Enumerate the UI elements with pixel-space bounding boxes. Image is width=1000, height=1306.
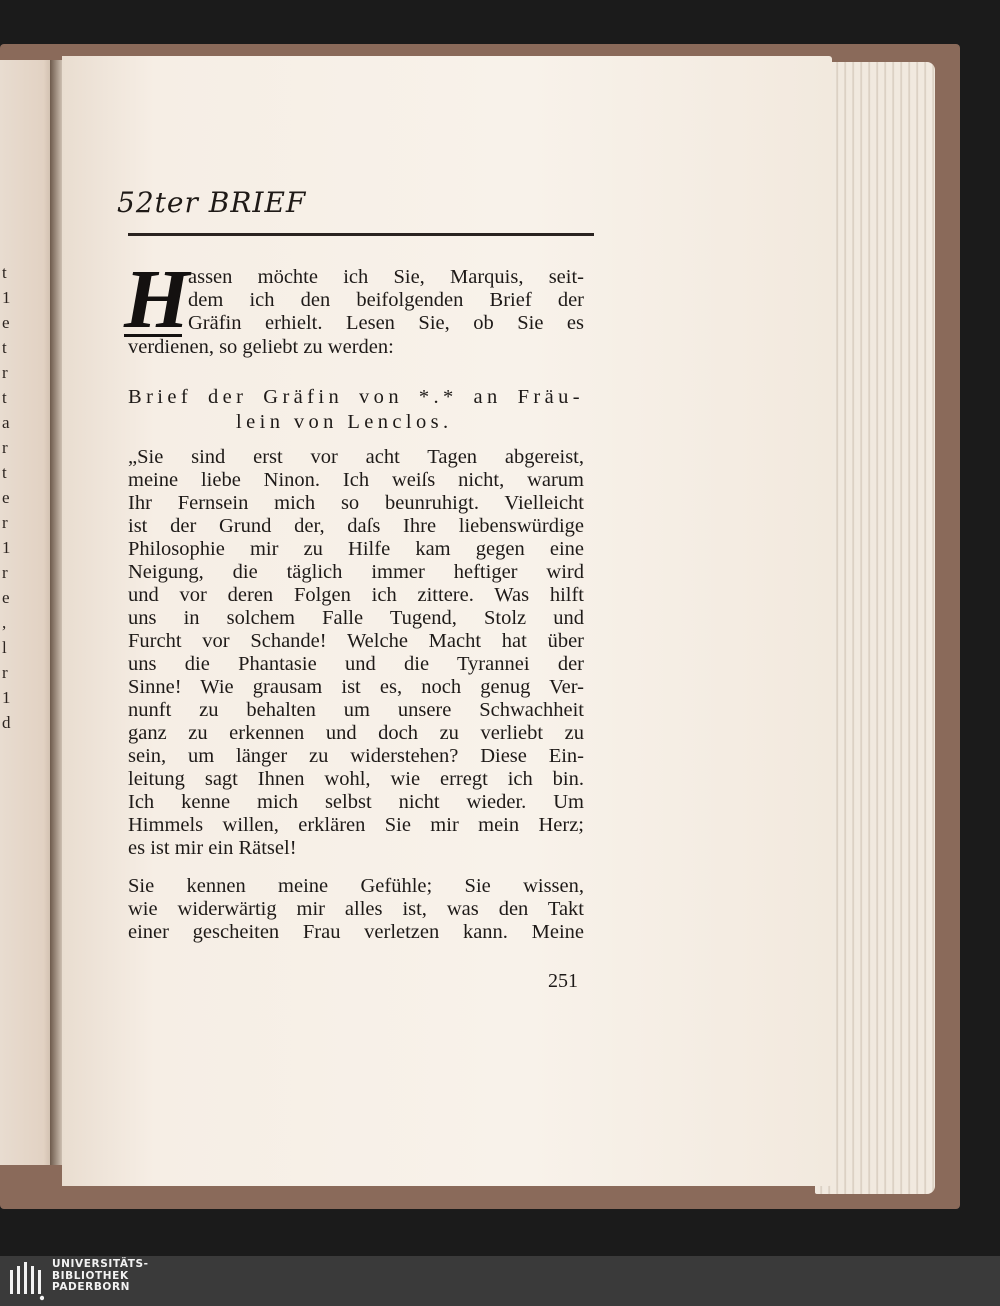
text-line: und vor deren Folgen ich zittere. Was hilft [128,584,584,606]
left-page-fragment: t [2,263,7,282]
inner-title-line-2: lein von Lenclos. [236,411,453,433]
text-line: Himmels willen, erklären Sie mir mein Herz; [128,814,584,836]
text-line: sein, um länger zu widerstehen? Diese Ein- [128,745,584,767]
left-page-fragment: 1 [2,288,11,307]
text-line: Philosophie mir zu Hilfe kam gegen eine [128,538,584,560]
inner-title-2 [236,411,496,434]
paragraph-2 [128,875,584,944]
text-line: ist der Grund der, daſs Ihre liebenswürdige [128,515,584,537]
left-page-fragment: r [2,363,8,382]
text-line: uns die Phantasie und die Tyrannei der [128,653,584,675]
library-line-1: UNIVERSITÄTS- [52,1258,149,1270]
left-page-fragment: r [2,563,8,582]
text-line: ganz zu erkennen und doch zu verliebt zu [128,722,584,744]
text-line: Sinne! Wie grausam ist es, noch genug Ver- [128,676,584,698]
library-name [52,1259,149,1294]
library-line-2: BIBLIOTHEK [52,1269,129,1282]
left-page-fragment: t [2,463,7,482]
page-number: 251 [548,970,578,992]
inner-title [128,386,584,409]
left-page-fragment: e [2,488,10,507]
left-page-fragment: 1 [2,538,11,557]
left-page-fragment: r [2,663,8,682]
text-line: Gräfin erhielt. Lesen Sie, ob Sie es [188,312,584,334]
page-edges [815,62,935,1194]
text-line: leitung sagt Ihnen wohl, wie erregt ich bin. [128,768,584,790]
text-line: einer gescheiten Frau verletzen kann. Meine [128,921,584,943]
opening-last-line [128,336,584,359]
text-line: Furcht vor Schande! Welche Macht hat über [128,630,584,652]
text-line: nunft zu behalten um unsere Schwachheit [128,699,584,721]
paragraph-1 [128,446,584,860]
left-page-fragment: r [2,438,8,457]
inner-title-line-1: Brief der Gräfin von *.* an Fräu- [128,386,584,408]
text-line: verdienen, so geliebt zu werden: [128,336,394,358]
text-line: uns in solchem Falle Tugend, Stolz und [128,607,584,629]
letter-heading: 52ter BRIEF [117,186,307,219]
left-page-fragment: e [2,588,10,607]
library-logo-icon [8,1262,44,1302]
left-page-fragment: t [2,388,7,407]
heading-rule [128,233,594,236]
library-line-3: PADERBORN [52,1281,131,1293]
text-line: Ich kenne mich selbst nicht wieder. Um [128,791,584,813]
text-line: meine liebe Ninon. Ich weiſs nicht, warum [128,469,584,491]
text-line: Sie kennen meine Gefühle; Sie wissen, [128,875,584,897]
library-footer [0,1256,1000,1306]
text-line: wie widerwärtig mir alles ist, was den Takt [128,898,584,920]
left-page-fragment: , [2,613,7,632]
text-line: es ist mir ein Rätsel! [128,837,297,859]
text-line: „Sie sind erst vor acht Tagen abgereist, [128,446,584,468]
left-page-fragment: t [2,338,7,357]
left-page-fragment: r [2,513,8,532]
left-page-fragment: e [2,313,10,332]
left-page-fragment: l [2,638,7,657]
opening-lines [188,266,584,335]
left-page-fragment: d [2,713,11,732]
left-page-fragment: 1 [2,688,11,707]
drop-cap-initial: H [124,253,190,346]
left-page-fragments [2,260,16,735]
text-line: assen möchte ich Sie, Marquis, seit- [188,266,584,288]
text-line: dem ich den beifolgenden Brief der [188,289,584,311]
left-page-fragment: a [2,413,10,432]
text-line: Neigung, die täglich immer heftiger wird [128,561,584,583]
text-line: Ihr Fernsein mich so beunruhigt. Vielleicht [128,492,584,514]
